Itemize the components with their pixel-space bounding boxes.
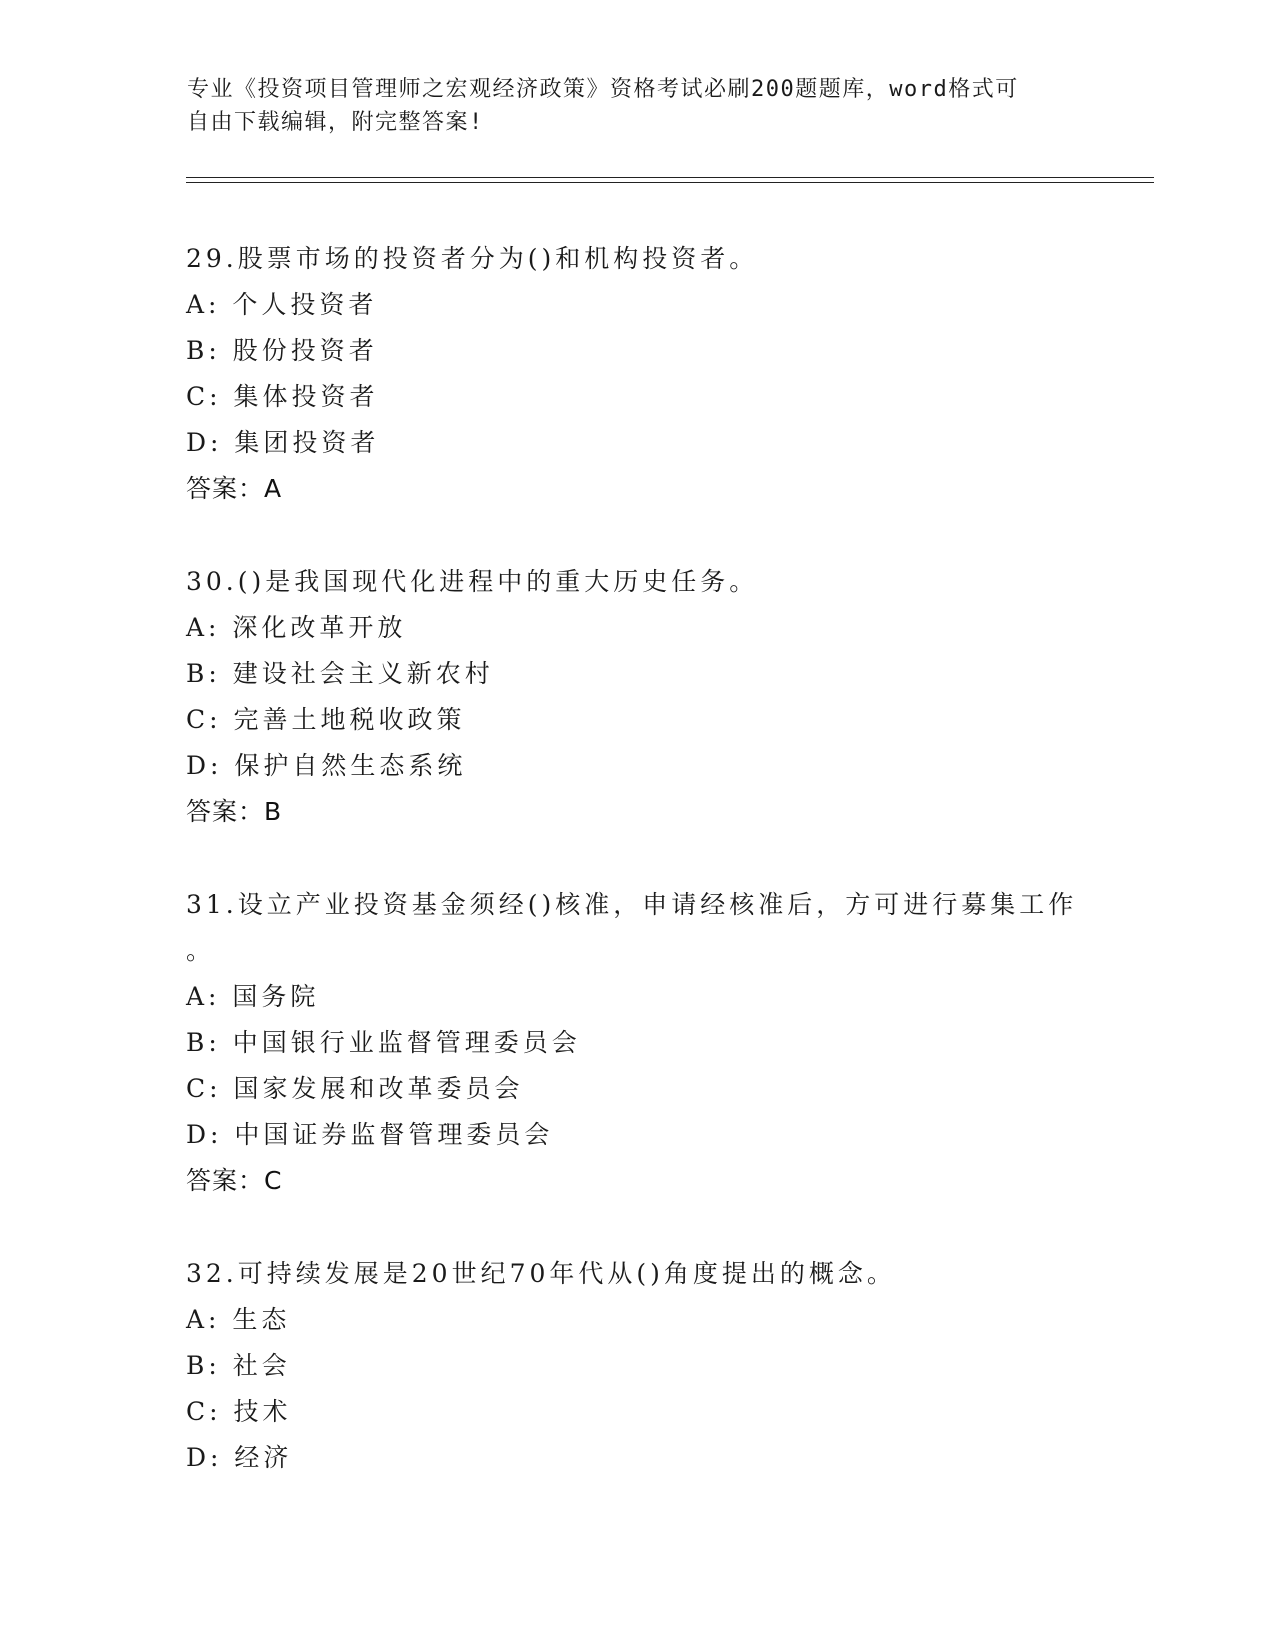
option-c: C: 技术 (186, 1397, 292, 1426)
question-list (186, 236, 1086, 1528)
option-c: C: 集体投资者 (186, 382, 379, 411)
question-stem-continuation: 。 (186, 936, 216, 965)
option-b: B: 建设社会主义新农村 (186, 659, 494, 688)
option-b: B: 中国银行业监督管理委员会 (186, 1028, 581, 1057)
option-c: C: 国家发展和改革委员会 (186, 1074, 524, 1103)
header-line-2: 自由下载编辑，附完整答案! (187, 110, 484, 135)
option-d: D: 保护自然生态系统 (186, 751, 467, 780)
option-d: D: 经济 (186, 1443, 293, 1472)
question-stem: 32.可持续发展是20世纪70年代从()角度提出的概念。 (186, 1259, 896, 1288)
option-d: D: 集团投资者 (186, 428, 380, 457)
answer-line: 答案：C (186, 1166, 283, 1195)
question-stem: 31.设立产业投资基金须经()核准，申请经核准后，方可进行募集工作 (186, 890, 1078, 919)
option-b: B: 社会 (186, 1351, 291, 1380)
option-a: A: 深化改革开放 (186, 613, 407, 642)
question-31 (186, 882, 1086, 1204)
question-32 (186, 1251, 1086, 1481)
question-30 (186, 559, 1086, 835)
question-29 (186, 236, 1086, 512)
option-a: A: 国务院 (186, 982, 320, 1011)
header-divider-top (186, 177, 1154, 178)
question-stem: 30.()是我国现代化进程中的重大历史任务。 (186, 567, 759, 596)
document-header (187, 73, 1087, 139)
header-line-1: 专业《投资项目管理师之宏观经济政策》资格考试必刷200题题库，word格式可 (187, 77, 1019, 102)
answer-line: 答案：B (186, 797, 283, 826)
option-d: D: 中国证券监督管理委员会 (186, 1120, 554, 1149)
answer-line: 答案：A (186, 474, 283, 503)
option-b: B: 股份投资者 (186, 336, 378, 365)
option-a: A: 个人投资者 (186, 290, 378, 319)
option-a: A: 生态 (186, 1305, 291, 1334)
header-divider-bottom (186, 182, 1154, 183)
option-c: C: 完善土地税收政策 (186, 705, 466, 734)
question-stem: 29.股票市场的投资者分为()和机构投资者。 (186, 244, 759, 273)
